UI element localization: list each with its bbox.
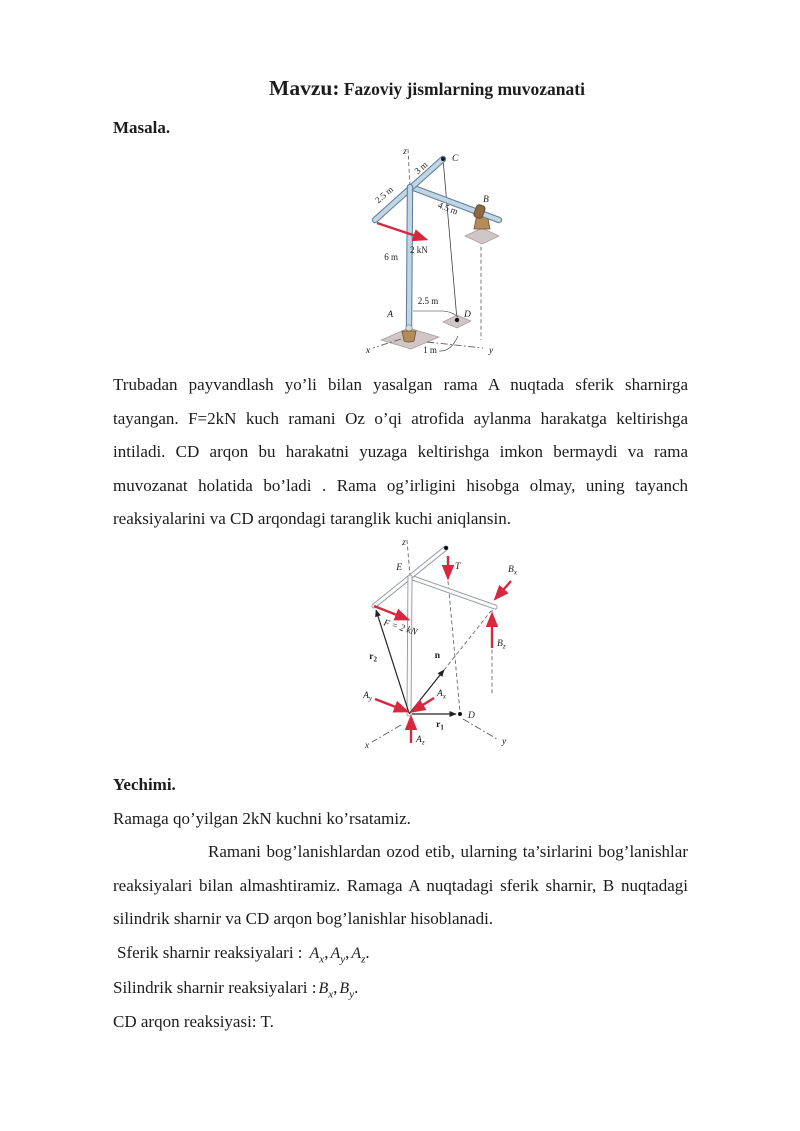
point-c-dot [441, 157, 445, 161]
title-text: Fazoviy jismlarning muvozanati [339, 79, 585, 99]
math-ay-sub: y [340, 953, 346, 966]
x-axis-label: x [364, 740, 370, 751]
base-pad-b [465, 228, 499, 244]
y-axis-label: y [489, 346, 494, 356]
bz-label: $B_z$ [497, 638, 506, 651]
cord-cd [443, 159, 457, 320]
masala-heading: Masala. [113, 118, 171, 137]
y-axis-line [463, 719, 497, 739]
tension-label: T [455, 561, 461, 572]
point-d-dot [458, 712, 462, 716]
dim-25m-ground-label: 2.5 m [417, 296, 439, 306]
frame-diagram [331, 144, 521, 362]
ay-label: $A_y$ [363, 690, 372, 703]
point-b-label: B [483, 195, 489, 205]
math-sep: , [345, 942, 350, 962]
x-axis-line [372, 725, 401, 742]
yechimi-heading: Yechimi. [113, 774, 176, 794]
math-dot: . [365, 942, 370, 962]
figure-1-container [0, 140, 800, 362]
dim-3m-label: 3 m [412, 159, 430, 176]
math-az-sub: z [361, 953, 366, 966]
frame-members [374, 548, 495, 714]
figure-2-container [0, 536, 800, 758]
bx-label: $B_x$ [508, 564, 517, 577]
page-title [0, 0, 800, 105]
point-e-label: E [396, 562, 402, 573]
math-ax-sub: x [319, 953, 325, 966]
title-prefix: Mavzu: [269, 76, 340, 100]
point-c-dot [444, 546, 448, 550]
ab-direction-dashed [444, 611, 491, 670]
solution-intro: Ramaga qo’yilgan 2kN kuchni ko’rsatamiz. [113, 808, 411, 828]
az-label: $A_z$ [416, 734, 425, 747]
f-force-label: F = 2 kN [382, 618, 419, 638]
math-az-base: A [351, 944, 362, 962]
math-by-base: B [339, 979, 350, 997]
dim-25m-arm-label: 2.5 m [373, 184, 396, 206]
point-d-label: D [464, 310, 471, 320]
math-bx-sub: x [328, 987, 334, 1000]
silindrik-line [113, 971, 688, 1006]
x-axis-label: x [365, 346, 371, 356]
cd-reaction-line: CD arqon reaksiyasi: T. [113, 1012, 274, 1032]
z-axis-dashed [407, 540, 410, 576]
r2-label: $r_2$ [369, 651, 377, 664]
math-sep: , [324, 942, 329, 962]
math-ay-base: A [330, 944, 341, 962]
z-axis-label: z [402, 537, 406, 548]
solution-paragraph: Ramani bog’lanishlardan ozod etib, ularning ta’sirlarini bog’lanishlar reaksiyalari bilan almashtiramiz. Ramaga A nuqtadagi sferik sharnir, B nuqtadagi silindrik sharnir va CD arqon bog’lanishlar hisoblanadi. [113, 842, 688, 929]
point-a-label: A [387, 310, 393, 320]
math-bx-base: B [318, 979, 329, 997]
socket-a [402, 331, 416, 342]
force-arrow-2kn [377, 223, 425, 239]
ay-arrow [375, 699, 406, 711]
cord-cd-dashed [448, 581, 460, 712]
silindrik-label: Silindrik sharnir reaksiyalari : [113, 977, 317, 997]
free-body-diagram [327, 536, 527, 758]
math-sep: , [333, 977, 338, 997]
ax-label: $A_x$ [437, 688, 446, 701]
z-axis-dashed [408, 149, 410, 187]
point-d-dot [455, 318, 459, 322]
math-ax-base: A [309, 944, 320, 962]
problem-text: Trubadan payvandlash yo’li bilan yasalgan rama A nuqtada sferik sharnirga tayangan. F=2kN kuch ramani Oz o’qi atrofida aylanma harakatga keltirishga intiladi. CD arqon bu harakatni yuzaga keltirishga imkon bermaydi va rama muvozanat holatida bo’ladi . Rama og’irligini hisobga olmay, uning tayanch reaksiyalarini va CD arqondagi taranglik kuchi aniqlansin. [113, 375, 688, 529]
r1-label: $r_1$ [436, 719, 444, 732]
point-d-label: D [468, 710, 475, 721]
dim-6m-label: 6 m [384, 252, 398, 262]
n-label: n [434, 650, 440, 661]
math-dot: . [354, 977, 359, 997]
y-axis-label: y [502, 736, 507, 747]
dim-1m-label: 1 m [423, 345, 437, 355]
force-2kn-label: 2 kN [410, 245, 428, 255]
ball-a [406, 325, 412, 331]
dim-45m-label: 4.5 m [436, 199, 460, 217]
f-force-arrow [374, 606, 407, 619]
bx-arrow [496, 581, 511, 598]
math-by-sub: y [349, 987, 355, 1000]
z-axis-label: z [403, 147, 407, 157]
sferik-label: Sferik sharnir reaksiyalari : [117, 942, 303, 962]
point-c-label: C [452, 154, 459, 164]
sferik-line [113, 936, 688, 971]
